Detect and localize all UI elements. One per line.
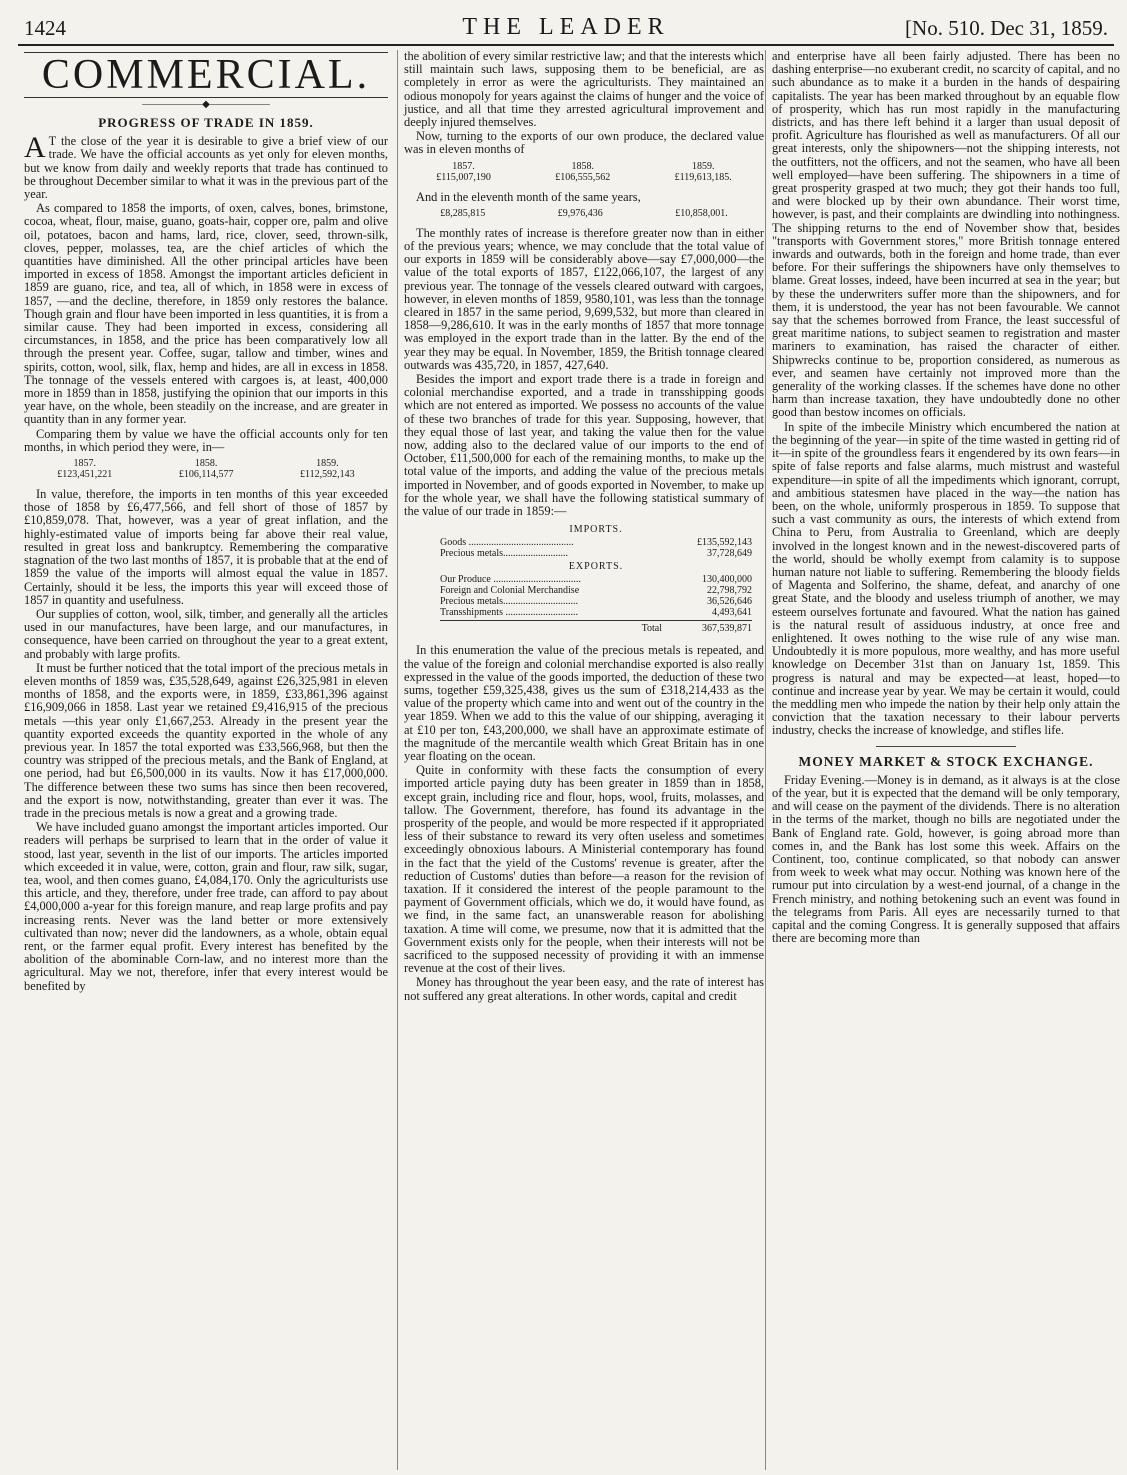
- paragraph: Quite in conformity with these facts the consumption of every imported article paying duty has been greater in 1859 than in 1858, except grain, including rice and flour, hops, wool, fruits, molasses, and tallow. The Government, therefore, has found its advantage in the prosperity of the people, and would be more respected if it appropriated less of their substance to reward its very often useless and sometimes exceedingly obnoxious labours. A Ministerial contemporary has found in the fact that the yield of the Customs' revenue is greater, after the reduction of Customs' duties than before—a reason for the revision of taxation. If it considered the interest of the people paramount to the payment of Government officials, which we do, it would have found, as we find, in the same fact, an unanswerable reason for abolishing taxation. A time will come, we presume, now that it is admitted that the Government exists only for the people, when their interests will not be sacrificed to the supposed necessity of providing it with an immense revenue at the cost of their lives.: [404, 763, 764, 976]
- table-cell: £9,976,436: [557, 207, 603, 219]
- paragraph: Money has throughout the year been easy, and the rate of interest has not suffered any great alterations. In other words, capital and credit: [404, 975, 764, 1003]
- diamond-rule: ——————◆——————: [142, 99, 270, 110]
- paragraph: And in the eleventh month of the same years,: [416, 189, 641, 204]
- column-1: [24, 50, 388, 1470]
- exports-value-table: [404, 161, 764, 183]
- table-cell: 1858. £106,114,577: [178, 458, 234, 481]
- table-row: Our Produce ................................... 130,400,000: [440, 574, 752, 586]
- table-cell: 1857. £123,451,221: [57, 458, 113, 481]
- article-heading: PROGRESS OF TRADE IN 1859.: [98, 115, 314, 130]
- table-cell: £8,285,815: [440, 207, 486, 219]
- newspaper-title: THE LEADER: [462, 14, 670, 40]
- paragraph: In value, therefore, the imports in ten months of this year exceeded those of 1858 by £6,477,566, and fell short of those of 1857 by £10,859,078. That, however, was a year of great inflation, and the highly-estimated value of imports being far above their real value, resulted in great loss and bankruptcy. Remembering the comparative stagnation of the two last months of 1857, it is probable that at the end of 1859 the value of the imports will almost equal the value in 1857. Certainly, should it be less, the imports this year will exceed those of 1857 in quantity and usefulness.: [24, 487, 388, 607]
- paragraph: and enterprise have all been fairly adjusted. There has been no dashing enterprise—no exuberant credit, no scarcity of capital, and no such abundance as to make it a burden in the hands of despairing capitalists. The year has been marked throughout by an equable flow of prosperity, which has run most rapidly in the manufacturing districts, and has there left behind it a larger than usual deposit of profit. Agriculture has flourished as well as manufacturers. Of all our great interests, only the shipowners—not the shipping interests, not the outfitters, not the officers, and not the seamen, who have all been well employed—have been suffering. The shipowners in a time of great prosperity grasped at two much; they got their hands too full, and were blocked up by their own abundance. Their worst time, however, is past, and their complaints are dwindling into nothingness. The shipping returns to the end of November show that, besides "transports with Government stores," more British tonnage entered inwards and outwards, both in the foreign and home trade, than ever before. For their sufferings the shipowners have only themselves to blame. Great losses, indeed, have been incurred at sea in the year; but by these the underwriters suffer more than the shipowners, and for them, it is understood, the year has not been favourable. We cannot say that the schemes borrowed from France, the least successful of great maritime nations, to subject seamen to registration and master mariners to examination, has raised the character of either. Shipwrecks continue to be, proportion considered, as numerous as ever, and seamen have certainly not improved more than the generality of the working classes. If the schemes have done no other harm than increase taxation, they have undoubtedly done no other good than bestow incomes on officials.: [772, 50, 1120, 420]
- section-masthead: COMMERCIAL.: [24, 52, 388, 98]
- imports-value-table: [24, 458, 388, 480]
- paragraph: Besides the import and export trade there is a trade in foreign and colonial merchandise exported, and a trade in transshipping goods which are not entered as imported. We possess no accounts of the value of these two branches of trade for this year. Supposing, however, that they equal those of last year, and taking the value then for the value now, adding also to the declared value of our imports to the end of October, £11,500,000 for each of the remaining months, to make up the total value of the imports, and adding the value of the precious metals imported in November, and of goods exported in November, to make up for the whole year, we shall have the following statistical summary of the value of our trade in 1859:—: [404, 372, 764, 519]
- paragraph: We have included guano amongst the important articles imported. Our readers will perhaps be surprised to learn that in the order of value it stood, last year, seventh in the list of our imports. The articles imported which exceeded it in value, were, cotton, grain and flour, raw silk, sugar, tea, wool, and then comes guano, £4,084,170. Only the agriculturists use this article, and they, therefore, under free trade, can afford to pay about £4,000,000 a-year for this foreign manure, and reap large profits and pay increasing rents. Never was the land better or more extensively cultivated than now; never did the landowners, as a whole, obtain equal rent, or the farmer equal profit. Every interest has benefited by the abolition of the abominable Corn-law, and no interest more than the agricultural. May we not, therefore, infer that every interest would be benefited by: [24, 820, 388, 993]
- drop-cap: A: [24, 131, 46, 165]
- imports-label: IMPORTS.: [569, 524, 623, 536]
- table-row: Precious metals.......................... 37,728,649: [440, 548, 752, 560]
- table-total-row: Total 367,539,871: [440, 620, 752, 634]
- paragraph: T the close of the year it is desirable to give a brief view of our trade. We have the official accounts as yet only for eleven months, but we know from daily and weekly reports that trade has continued to be throughout December similar to what it was in the previous part of the year.: [24, 134, 388, 202]
- page-number: 1424: [24, 16, 66, 40]
- paragraph: Comparing them by value we have the official accounts only for ten months, in which period they were, in—: [24, 426, 388, 454]
- paragraph: The monthly rates of increase is therefore greater now than in either of the previous years; whence, we may conclude that the total value of our exports in 1859 will be considerably above—say £7,000,000—the value of the total exports of 1857, £122,066,107, the largest of any previous year. The tonnage of the vessels cleared outward with cargoes, however, in eleven months of 1859, 9580,101, was less than the tonnage cleared in 1857 in the same period, 9,699,532, but more than cleared in 1858—9,286,610. It was in the early months of 1857 that more tonnage was employed in the export trade than in the latter. By the end of the year they may be equal. In November, 1859, the British tonnage cleared outwards was 435,720, in 1857, 427,640.: [404, 225, 764, 372]
- exports-label: EXPORTS.: [568, 561, 624, 573]
- paragraph: In this enumeration the value of the precious metals is repeated, and the value of the foreign and colonial merchandise exported is also really expressed in the value of the goods imported, the deduction of these two sums, together £59,325,438, gives us the sum of £318,214,433 as the value of the property which came into and went out of the country in the year 1859. When we add to this the value of our shipping, averaging it at £10 per ton, £43,200,000, we shall have an approximate estimate of the magnitude of the mercantile wealth which Great Britain has in one year floating on the ocean.: [404, 643, 764, 763]
- trade-summary-table: [440, 524, 752, 634]
- column-3: [765, 50, 1120, 1470]
- page-header: [18, 12, 1114, 46]
- paragraph: Our supplies of cotton, wool, silk, timber, and generally all the articles used in our manufactures, have been large, and our manufactures, in consequence, have been carried on throughout the year to a great extent, and probably with large profits.: [24, 606, 388, 661]
- table-cell: 1859. £119,613,185.: [674, 160, 732, 183]
- paragraph: the abolition of every similar restrictive law; and that the interests which still maintain such laws, supposing them to be beneficial, are as completely in error as were the agriculturists. They maintained an odious monopoly for years against the claims of hunger and the voice of justice, and all that time they arrested agricultural improvement and deeply injured themselves.: [404, 50, 764, 130]
- article-heading-money-market: MONEY MARKET & STOCK EXCHANGE.: [798, 753, 1094, 769]
- section-rule: [876, 746, 1016, 747]
- issue-info: [No. 510. Dec 31, 1859.: [905, 16, 1108, 40]
- table-cell: 1858. £106,555,562: [555, 160, 611, 183]
- table-row: Foreign and Colonial Merchandise 22,798,792: [440, 585, 752, 597]
- paragraph: As compared to 1858 the imports, of oxen, calves, bones, brimstone, cocoa, wheat, flour, maise, guano, goats-hair, copper ore, palm and olive oil, potatoes, bacon and hams, lard, rice, clover, seed, thrown-silk, cloves, pepper, molasses, tea, are the chief articles of which the quantities have diminished. All the other principal articles have been imported in excess of 1858. Amongst the important articles deficient in 1859 are guano, rice, and tea, all of which, in 1858 were in excess of 1857, —and the decline, therefore, in 1859 only restores the balance. Though grain and flour have been imported in less quantities, it is from a similar cause. They had been imported in excess, considering all circumstances, in 1858, and the price has been comparatively low all through the present year. Coffee, sugar, tallow and timber, wines and spirits, cotton, wool, silk, flax, hemp and hides, are all in excess in 1858. The tonnage of the vessels entered with cargoes is, at least, 400,000 more in 1859 than in 1858, justifying the opinion that our imports in this year have, on the whole, been steadily on the increase, and are greater in quantity than in any former year.: [24, 201, 388, 427]
- paragraph: Now, turning to the exports of our own produce, the declared value was in eleven months of: [404, 129, 764, 157]
- eleventh-month-table: [404, 208, 764, 219]
- table-row: Goods .......................................... £135,592,143: [440, 537, 752, 549]
- column-2: [397, 50, 764, 1470]
- table-row: Transshipments ............................. 4,493,641: [440, 607, 752, 619]
- table-row: Precious metals.............................. 36,526,646: [440, 596, 752, 608]
- paragraph: In spite of the imbecile Ministry which encumbered the nation at the beginning of the year—in spite of the time wasted in getting rid of it—in spite of the groundless fears it engendered by its own fears—in spite of false reports and false alarms, much mistrust and wasteful expenditure—in spite of all the impediments which ignorant, corrupt, and ambitious statesmen have placed in the way—the nation has been, on the whole, uniformly prosperous in 1859. To suppose that such a vast community as ours, the interests of which extend from China to Peru, from Australia to Greenland, which are deeply involved in the longest known and in the newest-discovered parts of the world, should be wholly exempt from calamity is to suppose human nature not liable to suffering. Remembering the bloody fields of Magenta and Solferino, the shame, defeat, and anarchy of one great State, and the bloody and useless triumph of another, we may esteem ourselves fortunate and favoured. What the nation has gained is the natural result of assiduous industry, at once free and enlightened. It owes nothing to the wise rule of any wise man. Undoubtedly it is more populous, more wealthy, and has more useful knowledge on December 31st than on January 1st, 1859. This progress is natural and may be expected—at least, hoped—to continue and increase year by year. We may be certain it would, could the meddling men who impede the nation by their help only attain the conviction that the taxation necessary to their labour perverts industry, checks the increase of knowledge, and stifles life.: [772, 419, 1120, 738]
- table-cell: 1857. £115,007,190: [436, 160, 491, 183]
- paragraph: Friday Evening.—Money is in demand, as it always is at the close of the year, but it is expected that the demand will be only temporary, and will cease on the payment of the dividends. There is no alteration in the terms of the market, though no bills are negotiated under the Bank of England rate. Gold, however, is going abroad more than comes in, and the Bank has lost some this week. Affairs on the Continent, too, continue complicated, so that nobody can answer from week to week what may occur. Nothing was known here of the rumour put into circulation by a west-end journal, of a change in the French ministry, and nothing betokening such an event was found in the telegrams from Paris. All eyes are necessarily turned to that capital and the coming Congress. It is generally supposed that affairs there are becoming more than: [772, 772, 1120, 946]
- table-cell: 1859. £112,592,143: [300, 458, 355, 481]
- table-cell: £10,858,001.: [675, 207, 728, 219]
- paragraph: It must be further noticed that the total import of the precious metals in eleven months of 1859 was, £35,528,649, against £26,325,981 in eleven months of 1858, and the exports were, in 1859, £33,861,396 against £16,909,066 in 1858. Last year we retained £9,416,915 of the precious metals —this year only £1,667,253. Already in the present year the quantity exported exceeds the quantity exported in the whole of any previous year. In 1857 the total exported was £33,566,968, but then the country was stripped of the precious metals, and the Bank of England, at one period, had but £6,500,000 in its vaults. Now it has £17,000,000. The difference between these two sums has since then been recovered, and the export is now, notwithstanding, greater than ever it was. The trade in the precious metals is now a great and a growing trade.: [24, 660, 388, 820]
